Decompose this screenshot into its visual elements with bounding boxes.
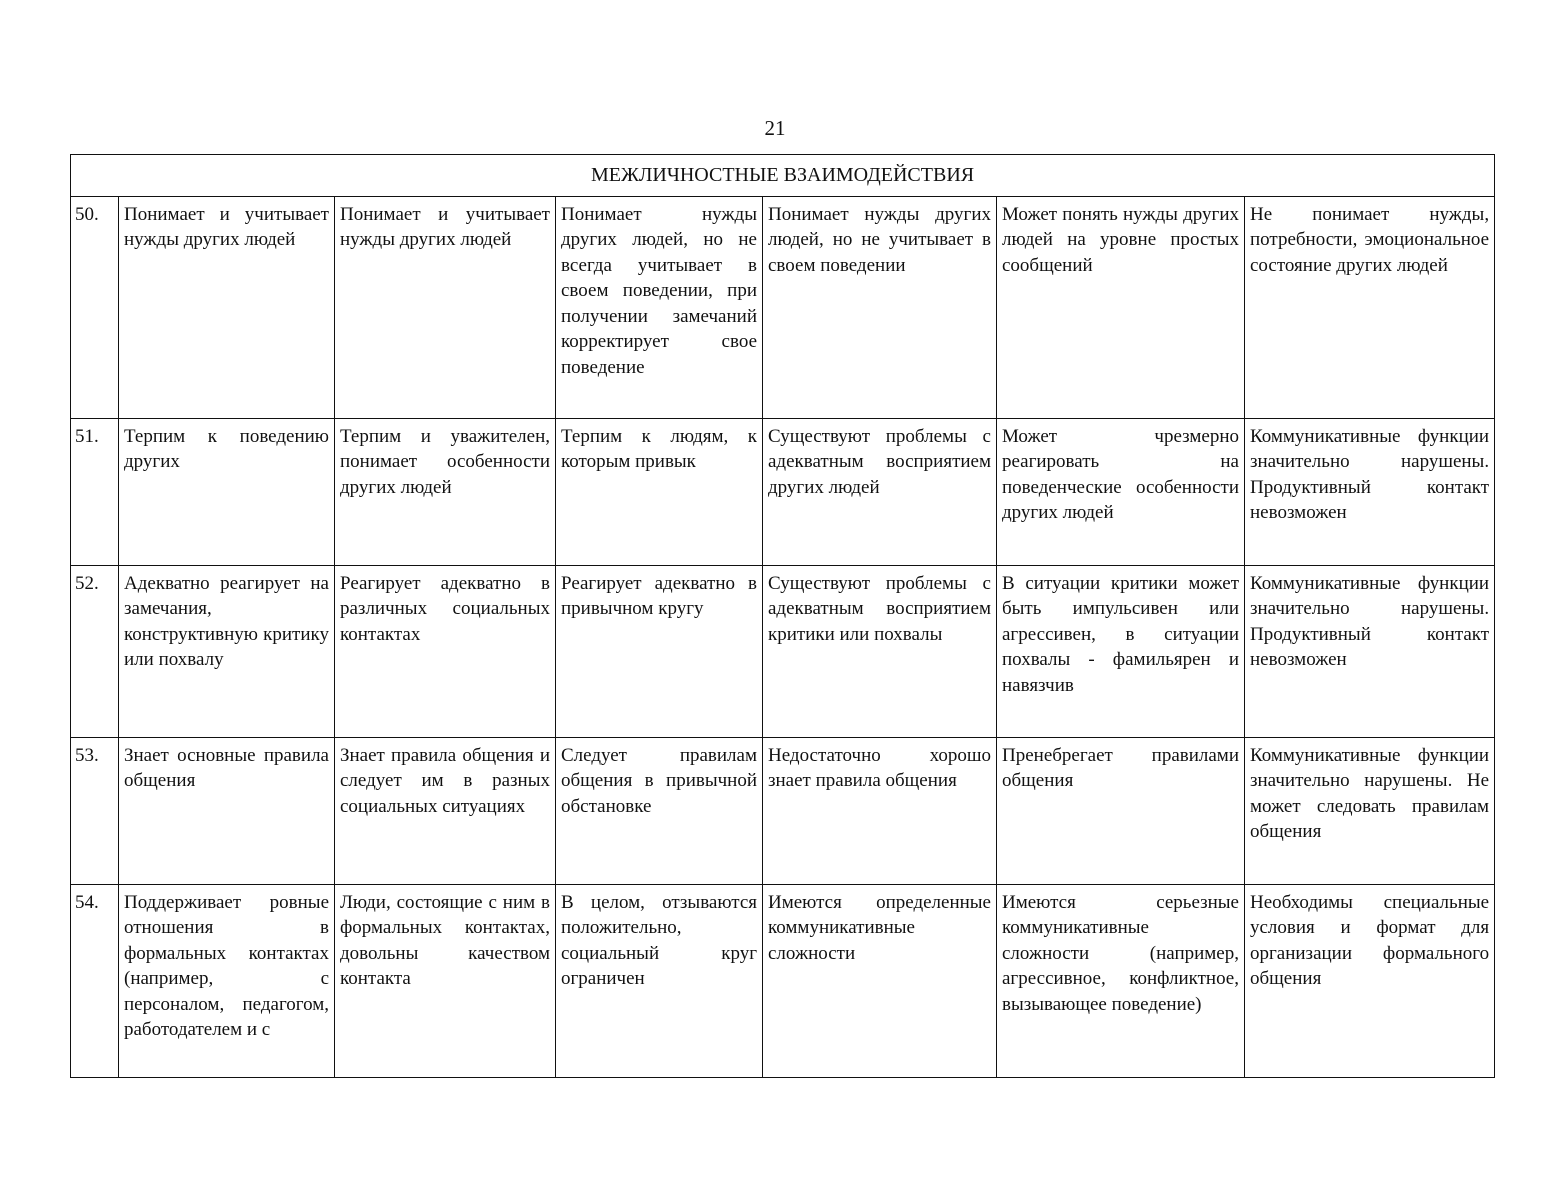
table-cell: Адекватно реагирует на замечания, конструктивную критику или похвалу bbox=[119, 565, 335, 737]
table-row bbox=[71, 418, 1495, 565]
table-cell: Реагирует адекватно в привычном кругу bbox=[556, 565, 763, 737]
section-header-row bbox=[71, 155, 1495, 197]
table-cell: Понимает и учитывает нужды других людей bbox=[119, 196, 335, 418]
row-number: 52. bbox=[71, 565, 119, 737]
table-cell: Терпим к людям, к которым привык bbox=[556, 418, 763, 565]
table-cell: Недостаточно хорошо знает правила общения bbox=[763, 737, 997, 884]
table-cell: Коммуникативные функции значительно нарушены. Продуктивный контакт невозможен bbox=[1245, 418, 1495, 565]
table-cell: Знает правила общения и следует им в разных социальных ситуациях bbox=[335, 737, 556, 884]
table-row bbox=[71, 737, 1495, 884]
table-cell: Коммуникативные функции значительно нарушены. Продуктивный контакт невозможен bbox=[1245, 565, 1495, 737]
row-number: 50. bbox=[71, 196, 119, 418]
table-cell: Пренебрегает правилами общения bbox=[997, 737, 1245, 884]
row-number: 53. bbox=[71, 737, 119, 884]
table-cell: Реагирует адекватно в различных социальных контактах bbox=[335, 565, 556, 737]
section-title: МЕЖЛИЧНОСТНЫЕ ВЗАИМОДЕЙСТВИЯ bbox=[71, 155, 1495, 197]
table-cell: Следует правилам общения в привычной обстановке bbox=[556, 737, 763, 884]
table-cell: Терпим к поведению других bbox=[119, 418, 335, 565]
table-cell: Люди, состоящие с ним в формальных контактах, довольны качеством контакта bbox=[335, 884, 556, 1077]
table-cell: Существуют проблемы с адекватным восприятием критики или похвалы bbox=[763, 565, 997, 737]
table-cell: Понимает и учитывает нужды других людей bbox=[335, 196, 556, 418]
assessment-table bbox=[70, 154, 1495, 1078]
table-row bbox=[71, 196, 1495, 418]
row-number: 54. bbox=[71, 884, 119, 1077]
table-cell: Не понимает нужды, потребности, эмоциональное состояние других людей bbox=[1245, 196, 1495, 418]
table-cell: Имеются серьезные коммуникативные сложности (например, агрессивное, конфликтное, вызывающее поведение) bbox=[997, 884, 1245, 1077]
table-cell: Знает основные правила общения bbox=[119, 737, 335, 884]
table-cell: В целом, отзываются положительно, социальный круг ограничен bbox=[556, 884, 763, 1077]
table-cell: Понимает нужды других людей, но не учитывает в своем поведении bbox=[763, 196, 997, 418]
table-cell: Коммуникативные функции значительно нарушены. Не может следовать правилам общения bbox=[1245, 737, 1495, 884]
table-cell: Существуют проблемы с адекватным восприятием других людей bbox=[763, 418, 997, 565]
page-number: 21 bbox=[764, 116, 786, 140]
table-cell: Имеются определенные коммуникативные сложности bbox=[763, 884, 997, 1077]
table-cell: Необходимы специальные условия и формат для организации формального общения bbox=[1245, 884, 1495, 1077]
table-row bbox=[71, 884, 1495, 1077]
table-cell: Может чрезмерно реагировать на поведенческие особенности других людей bbox=[997, 418, 1245, 565]
table-cell: Понимает нужды других людей, но не всегда учитывает в своем поведении, при получении замечаний корректирует свое поведение bbox=[556, 196, 763, 418]
row-number: 51. bbox=[71, 418, 119, 565]
table-cell: В ситуации критики может быть импульсивен или агрессивен, в ситуации похвалы - фамильярен и навязчив bbox=[997, 565, 1245, 737]
table-cell: Поддерживает ровные отношения в формальных контактах (например, с персоналом, педагогом, работодателем и с bbox=[119, 884, 335, 1077]
table-row bbox=[71, 565, 1495, 737]
table-cell: Может понять нужды других людей на уровне простых сообщений bbox=[997, 196, 1245, 418]
table-cell: Терпим и уважителен, понимает особенности других людей bbox=[335, 418, 556, 565]
